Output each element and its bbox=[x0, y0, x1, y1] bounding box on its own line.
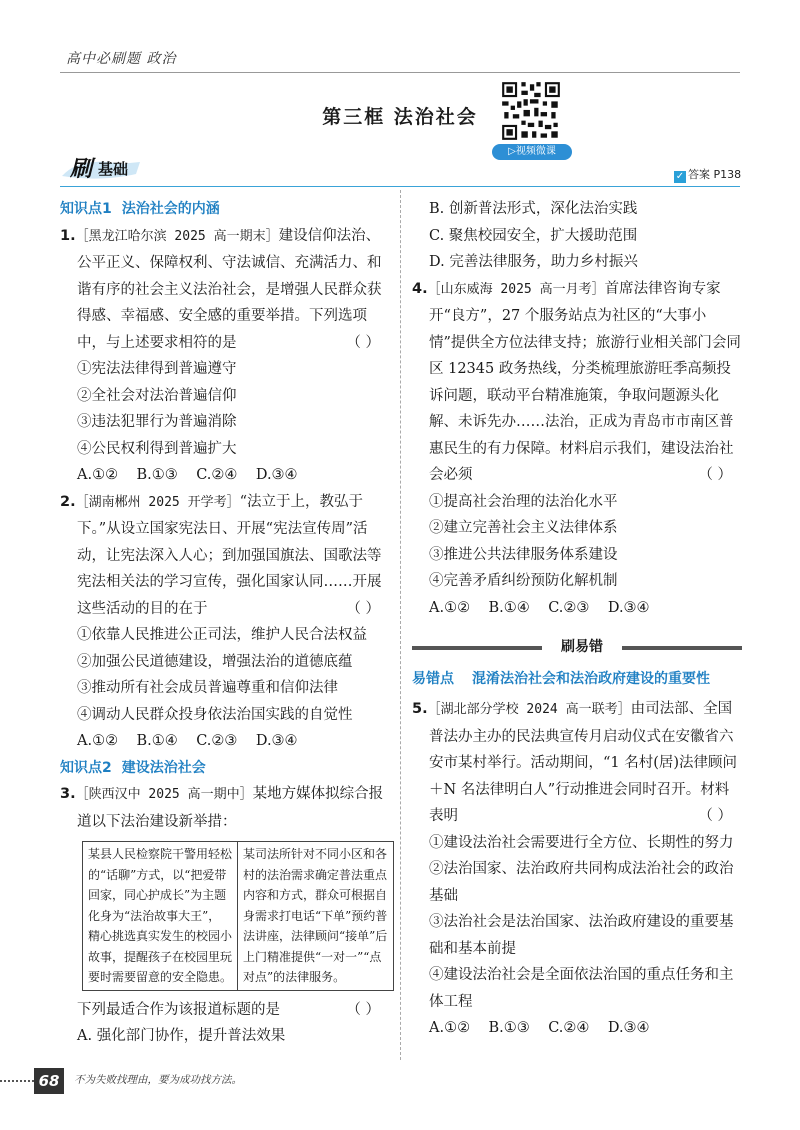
q4-choices[interactable]: A.①② B.①④ C.②③ D.③④ bbox=[429, 599, 650, 616]
q3-option-c[interactable]: C. 聚焦校园安全，扩大援助范围 bbox=[429, 227, 638, 244]
q3-option-b[interactable]: B. 创新普法形式，深化法治实践 bbox=[429, 201, 638, 217]
q1-option-3: ③违法犯罪行为普遍消除 bbox=[77, 414, 237, 430]
q5-choices[interactable]: A.①② B.①③ C.②④ D.③④ bbox=[429, 1020, 650, 1036]
q2-choices[interactable]: A.①② B.①④ C.②③ D.③④ bbox=[77, 733, 298, 749]
q1-option-2: ②全社会对法治普遍信仰 bbox=[77, 387, 237, 404]
q1-source: ［黑龙江哈尔滨 2025 高一期末］ bbox=[75, 228, 279, 244]
q1-option-4: ④公民权利得到普遍扩大 bbox=[77, 440, 237, 457]
header-title: 高中必刷题 政治 bbox=[66, 51, 177, 67]
ep-label: 易错点 bbox=[412, 671, 454, 687]
right-column-lower bbox=[412, 666, 742, 1042]
page-number: 68 bbox=[34, 1068, 64, 1094]
q5-stem: 由司法部、全国普法办主办的民法典宣传月启动仪式在安徽省六安市某村举行。活动期间，“1 名村(居)法律顾问＋N 名法律明白人”行动推进会同时召开。材料表明 bbox=[429, 701, 738, 824]
section-title: 第三框 法治社会 bbox=[322, 106, 478, 128]
kp2-label: 知识点2 bbox=[60, 759, 112, 776]
q2-stem: “法立于上，教弘于下。”从设立国家宪法日、开展“宪法宣传周”活动，让宪法深入人心；到加强国旗法、国歌法等宪法相关法的学习宣传，强化国家认同……开展这些活动的目的在于 bbox=[77, 493, 382, 617]
kp1-title: 法治社会的内涵 bbox=[121, 201, 220, 217]
q1-number: 1. bbox=[60, 227, 76, 244]
banner-bar-right bbox=[622, 646, 742, 650]
q3-stem: 某地方媒体拟综合报道以下法治建设新举措： bbox=[77, 786, 384, 830]
q5-option-2: ②法治国家、法治政府共同构成法治社会的政治基础 bbox=[429, 861, 734, 904]
q5-source: ［湖北部分学校 2024 高一联考］ bbox=[427, 702, 631, 717]
q4-stem-block bbox=[412, 276, 742, 489]
q1-stem-block bbox=[60, 223, 390, 357]
question-3 bbox=[60, 781, 390, 1050]
q3-option-a[interactable]: A. 强化部门协作，提升普法效果 bbox=[77, 1028, 286, 1044]
q2-option-3: ③推动所有社会成员普遍尊重和信仰法律 bbox=[77, 680, 338, 696]
error-point bbox=[412, 666, 742, 692]
q3-material-left: 某县人民检察院干警用轻松的“话聊”方式，以“把爱带回家，同心护成长”为主题化身为“法治故事大王”，精心挑选真实发生的校园小故事，提醒孩子在校园里玩要时需要留意的安全隐患。 bbox=[83, 842, 238, 990]
q4-stem: 首席法律咨询专家开“良方”，27 个服务站点为社区的“大事小情”提供全方位法律支持；旅游行业相关部门会同区 12345 政务热线，分类梳理旅游旺季高频投诉问题，联动平台精准施策，争取问题源头化解、未诉先办……法治，正成为青岛市市南区普惠民生的有力保障。材料启示我们，建设法治社会必须 bbox=[429, 280, 741, 483]
video-lesson-badge[interactable]: ▷视频微课 bbox=[492, 144, 572, 160]
q3-followup: 下列最适合作为该报道标题的是 bbox=[77, 1001, 280, 1018]
q3-followup-block bbox=[60, 997, 390, 1024]
q5-option-4: ④建设法治社会是全面依法治国的重点任务和主体工程 bbox=[429, 967, 734, 1010]
brand-char: 刷 bbox=[70, 157, 93, 182]
top-rule bbox=[60, 186, 740, 187]
q1-stem: 建设信仰法治、公平正义、保障权利、守法诚信、充满活力、和谐有序的社会主义法治社会，是增强人民群众获得感、幸福感、安全感的重要举措。下列选项中，与上述要求相符的是 bbox=[77, 227, 382, 351]
brush-basics-logo bbox=[60, 152, 144, 182]
q3-option-d[interactable]: D. 完善法律服务，助力乡村振兴 bbox=[429, 254, 638, 270]
footer-motto: 不为失败找理由，要为成功找方法。 bbox=[74, 1074, 242, 1086]
check-icon: ✓ bbox=[675, 171, 685, 182]
q4-option-3: ③推进公共法律服务体系建设 bbox=[429, 546, 618, 563]
q4-option-2: ②建立完善社会主义法律体系 bbox=[429, 520, 618, 536]
page-dots bbox=[0, 1080, 34, 1084]
q3-source: ［陕西汉中 2025 高一期中］ bbox=[75, 787, 253, 802]
q2-number: 2. bbox=[60, 493, 76, 510]
q2-source: ［湖南郴州 2025 开学考］ bbox=[75, 494, 240, 510]
q3-material-table bbox=[82, 841, 394, 991]
q2-option-1: ①依靠人民推进公正司法，维护人民合法权益 bbox=[77, 627, 367, 643]
header-divider bbox=[60, 72, 740, 73]
answer-reference-label: 答案 P138 bbox=[688, 168, 742, 181]
question-4 bbox=[412, 276, 742, 622]
error-prone-banner bbox=[412, 636, 742, 658]
q5-option-1: ①建设法治社会需要进行全方位、长期性的努力 bbox=[429, 834, 734, 851]
banner-label: 刷易错 bbox=[561, 639, 603, 655]
q4-number: 4. bbox=[412, 280, 428, 297]
qr-code-icon[interactable] bbox=[500, 80, 562, 142]
q5-number: 5. bbox=[412, 701, 428, 717]
q1-choices[interactable]: A.①② B.①③ C.②④ D.③④ bbox=[77, 467, 298, 483]
kp2-title: 建设法治社会 bbox=[121, 759, 206, 776]
q4-option-1: ①提高社会治理的法治化水平 bbox=[429, 493, 618, 510]
q3-answer-blank[interactable]: （ ） bbox=[346, 1001, 380, 1018]
ep-title: 混淆法治社会和法治政府建设的重要性 bbox=[472, 671, 710, 687]
brand-text: 基础 bbox=[98, 160, 129, 178]
answer-reference[interactable] bbox=[674, 166, 741, 183]
banner-bar-left bbox=[412, 646, 542, 650]
column-divider bbox=[400, 190, 401, 1060]
q2-option-4: ④调动人民群众投身依法治国实践的自觉性 bbox=[77, 706, 353, 723]
question-1 bbox=[60, 223, 390, 489]
q2-stem-block bbox=[60, 489, 390, 623]
q4-answer-blank[interactable]: （ ） bbox=[698, 467, 732, 483]
q5-answer-blank[interactable]: （ ） bbox=[698, 808, 732, 824]
question-2 bbox=[60, 489, 390, 755]
q5-option-3: ③法治社会是法治国家、法治政府建设的重要基础和基本前提 bbox=[429, 914, 734, 957]
knowledge-point-1 bbox=[60, 196, 390, 223]
q5-stem-block bbox=[412, 696, 742, 830]
q3-number: 3. bbox=[60, 786, 76, 802]
q2-answer-blank[interactable]: （ ） bbox=[346, 600, 380, 617]
kp1-label: 知识点1 bbox=[60, 201, 112, 217]
knowledge-point-2 bbox=[60, 755, 390, 782]
left-column bbox=[60, 196, 390, 1050]
q4-source: ［山东威海 2025 高一月考］ bbox=[427, 281, 605, 297]
q2-option-2: ②加强公民道德建设，增强法治的道德底蕴 bbox=[77, 653, 353, 670]
right-column bbox=[412, 196, 742, 621]
q1-option-1: ①宪法法律得到普遍遵守 bbox=[77, 361, 237, 377]
question-5 bbox=[412, 696, 742, 1042]
q3-material-right: 某司法所针对不同小区和各村的法治需求确定普法重点内容和方式，群众可根据自身需求打电话“下单”预约普法讲座，法律顾问“接单”后上门精准提供“一对一”“点对点”的法律服务。 bbox=[243, 847, 388, 984]
q1-answer-blank[interactable]: （ ） bbox=[346, 334, 380, 351]
q4-option-4: ④完善矛盾纠纷预防化解机制 bbox=[429, 573, 618, 589]
q3-stem-block bbox=[60, 781, 390, 835]
